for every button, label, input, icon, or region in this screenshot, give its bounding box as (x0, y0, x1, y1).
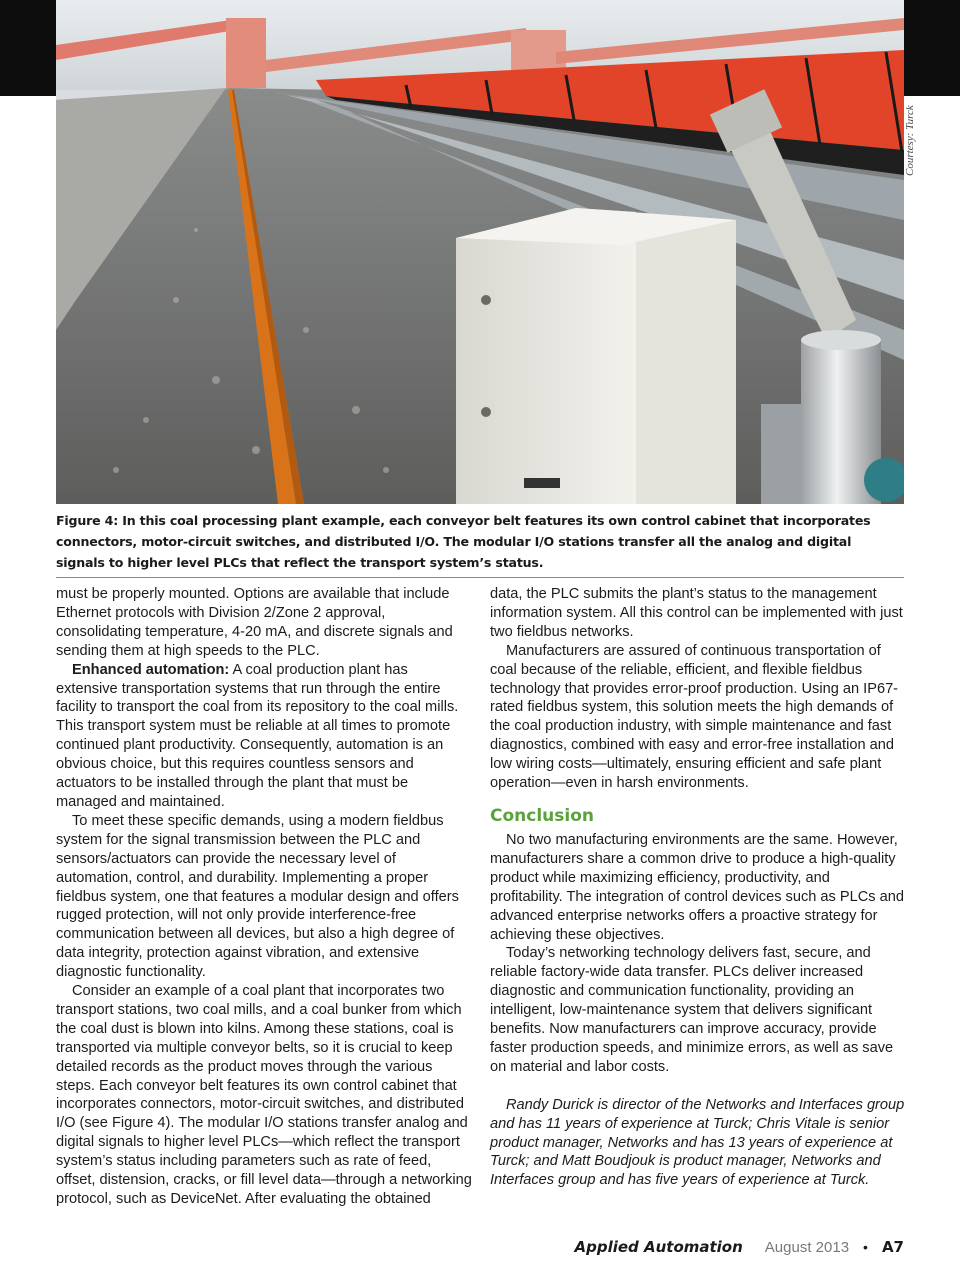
figure-caption: Figure 4: In this coal processing plant example, each conveyor belt features its own control cabinet that incorporates connectors, motor-circuit switches, and distributed I/O. The modular I/O stations transfer all the analog and digital signals to higher level PLCs that reflect the transport system’s status. (56, 513, 871, 570)
page-number: A7 (881, 1238, 904, 1256)
issue-date: August 2013 (764, 1239, 850, 1256)
right-paragraph-1: data, the PLC submits the plant’s status to the management information system. All this control can be implemented with just two fieldbus networks. (490, 586, 903, 640)
left-paragraph-3: To meet these specific demands, using a modern fieldbus system for the signal transmission between the PLC and sensors/actuators can provide the necessary level of automation, control, and durability. Implementing a proper fieldbus system, one that features a modular design and offers rugged protection, will not only provide interference-free communication between all devices, but also a high degree of data integrity, protection against vibration, and extensive diagnostic functionality. (56, 812, 459, 981)
figure-photo (56, 0, 904, 504)
author-bio: Randy Durick is director of the Networks and Interfaces group and has 11 years of experience at Turck; Chris Vitale is senior product manager, Networks and has 13 years of experience at Turck; and Matt Boudjouk is product manager, Networks and Interfaces group and has five years of experience at Turck. (490, 1096, 905, 1189)
coal-plant-illustration (56, 0, 904, 504)
right-edge-bar (904, 0, 960, 96)
photo-credit: Courtesy: Turck (904, 105, 916, 176)
right-paragraph-2: Manufacturers are assured of continuous transportation of coal because of the reliable, efficient, and flexible fieldbus technology that provides error-proof production. Using an IP67-rated fieldbus system, this solution meets the high demands of the coal production industry, with simple maintenance and fast diagnostics, combined with easy and error-free installation and low wiring costs—ultimately, ensuring efficient and safe plant operation—even in harsh environments. (490, 642, 899, 792)
footer-separator: • (863, 1239, 868, 1255)
left-paragraph-2-body: A coal production plant has extensive transportation systems that run through the entire facility to transport the coal from its repository to the coal mills. This transport system must be reliable at all times to promote continued plant productivity. Consequently, automation is an obvious choice, but this requires countless sensors and actuators to be installed through the plant that must be managed and maintained. (56, 661, 459, 810)
right-paragraph-4: Today’s networking technology delivers fast, secure, and reliable factory-wide data transfer. PLCs deliver increased diagnostic and communication functionality, providing an intelligent, low-maintenance system that delivers significant benefits. Now manufacturers can improve accuracy, provide faster production speeds, and minimize errors, as well as save on material and labor costs. (490, 945, 894, 1075)
run-in-heading: Enhanced automation: (72, 661, 230, 678)
left-column (56, 585, 472, 1209)
conclusion-heading: Conclusion (490, 805, 594, 826)
caption-divider (56, 577, 904, 578)
left-edge-bar (0, 0, 56, 96)
page-footer (574, 1238, 904, 1260)
left-paragraph-4: Consider an example of a coal plant that incorporates two transport stations, two coal mills, and a coal bunker from which the coal dust is blown into kilns. Among these stations, coal is transported via multiple conveyor belts, so it is crucial to keep detailed records as the product moves through the various steps. Each conveyor belt features its own control cabinet that incorporates connectors, motor-circuit switches, and distributed I/O (see Figure 4). The modular I/O stations transfer analog and digital signals to higher level PLCs—which reflect the transport system’s status including parameters such as rate of feed, offset, distension, cracks, or fill level data—through a networking protocol, such as DeviceNet. After evaluating the obtained (56, 983, 472, 1207)
right-paragraph-3: No two manufacturing environments are the same. However, manufacturers share a common drive to produce a high-quality product while maximizing efficiency, productivity, and profitability. The integration of control devices such as PLCs and advanced enterprise networks offers a proactive strategy for achieving these objectives. (490, 831, 904, 943)
left-paragraph-2 (56, 661, 472, 812)
left-paragraph-1: must be properly mounted. Options are available that include Ethernet protocols with Division 2/Zone 2 approval, consolidating temperature, 4-20 mA, and discrete signals and sending them at high speeds to the PLC. (56, 586, 453, 659)
publication-name: Applied Automation (574, 1238, 743, 1256)
right-column (490, 585, 906, 1190)
